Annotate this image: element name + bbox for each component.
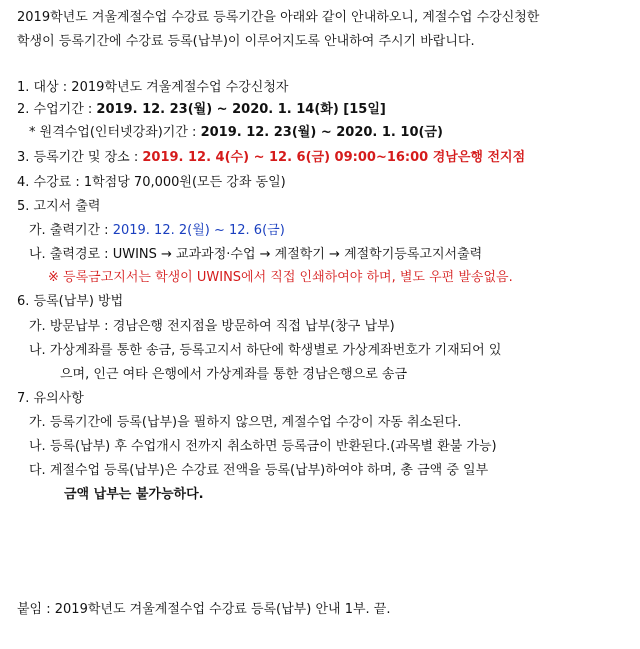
- payment-visit: 가. 방문납부 : 경남은행 전지점을 방문하여 직접 납부(창구 납부): [29, 319, 395, 334]
- bill-print-period-value: 2019. 12. 2(월) ~ 12. 6(금): [112, 223, 285, 238]
- remote-period-value: 2019. 12. 23(월) ~ 2020. 1. 10(금): [200, 125, 443, 140]
- registration-value: 2019. 12. 4(수) ~ 12. 6(금) 09:00~16:00 경남은행 전지점: [142, 150, 526, 165]
- item-notes-title: 7. 유의사항: [17, 391, 84, 406]
- note-full-payment-1: 다. 계절수업 등록(납부)은 수강료 전액을 등록(납부)하여야 하며, 총 금액 중 일부: [29, 463, 489, 478]
- note-auto-cancel: 가. 등록기간에 등록(납부)을 필하지 않으면, 계절수업 수강이 자동 취소된다.: [29, 415, 462, 430]
- payment-virtual-account-2: 으며, 인근 여타 은행에서 가상계좌를 통한 경남은행으로 송금: [60, 367, 408, 382]
- intro-line-2: 학생이 등록기간에 수강료 등록(납부)이 이루어지도록 안내하여 주시기 바랍니다.: [17, 34, 475, 49]
- class-period-value: 2019. 12. 23(월) ~ 2020. 1. 14(화) [15일]: [96, 102, 386, 117]
- item-class-period: [17, 100, 386, 120]
- item-payment-title: 6. 등록(납부) 방법: [17, 294, 124, 309]
- item-target: 1. 대상 : 2019학년도 겨울계절수업 수강신청자: [17, 80, 289, 95]
- note-full-payment-2: 금액 납부는 불가능하다.: [64, 487, 204, 502]
- attachment-line: 붙임 : 2019학년도 겨울계절수업 수강료 등록(납부) 안내 1부. 끝.: [17, 602, 391, 617]
- item-fee: 4. 수강료 : 1학점당 70,000원(모든 강좌 동일): [17, 175, 286, 190]
- item-bill-title: 5. 고지서 출력: [17, 199, 101, 214]
- item-registration: [17, 148, 525, 168]
- registration-label: 3. 등록기간 및 장소 :: [17, 150, 143, 165]
- bill-print-period-label: 가. 출력기간 :: [29, 223, 113, 238]
- intro-line-1: 2019학년도 겨울계절수업 수강료 등록기간을 아래와 같이 안내하오니, 계절수업 수강신청한: [17, 10, 540, 25]
- class-period-label: 2. 수업기간 :: [17, 102, 97, 117]
- bill-print-period: [29, 221, 285, 241]
- bill-print-path: 나. 출력경로 : UWINS → 교과과정·수업 → 계절학기 → 계절학기등록고지서출력: [29, 247, 483, 262]
- note-refund: 나. 등록(납부) 후 수업개시 전까지 취소하면 등록금이 반환된다.(과목별 환불 가능): [29, 439, 497, 454]
- remote-period-label: * 원격수업(인터넷강좌)기간 :: [29, 125, 201, 140]
- bill-print-note: ※ 등록금고지서는 학생이 UWINS에서 직접 인쇄하여야 하며, 별도 우편 발송없음.: [48, 270, 513, 285]
- payment-virtual-account-1: 나. 가상계좌를 통한 송금, 등록고지서 하단에 학생별로 가상계좌번호가 기재되어 있: [29, 343, 502, 358]
- item-remote-period: [29, 123, 443, 143]
